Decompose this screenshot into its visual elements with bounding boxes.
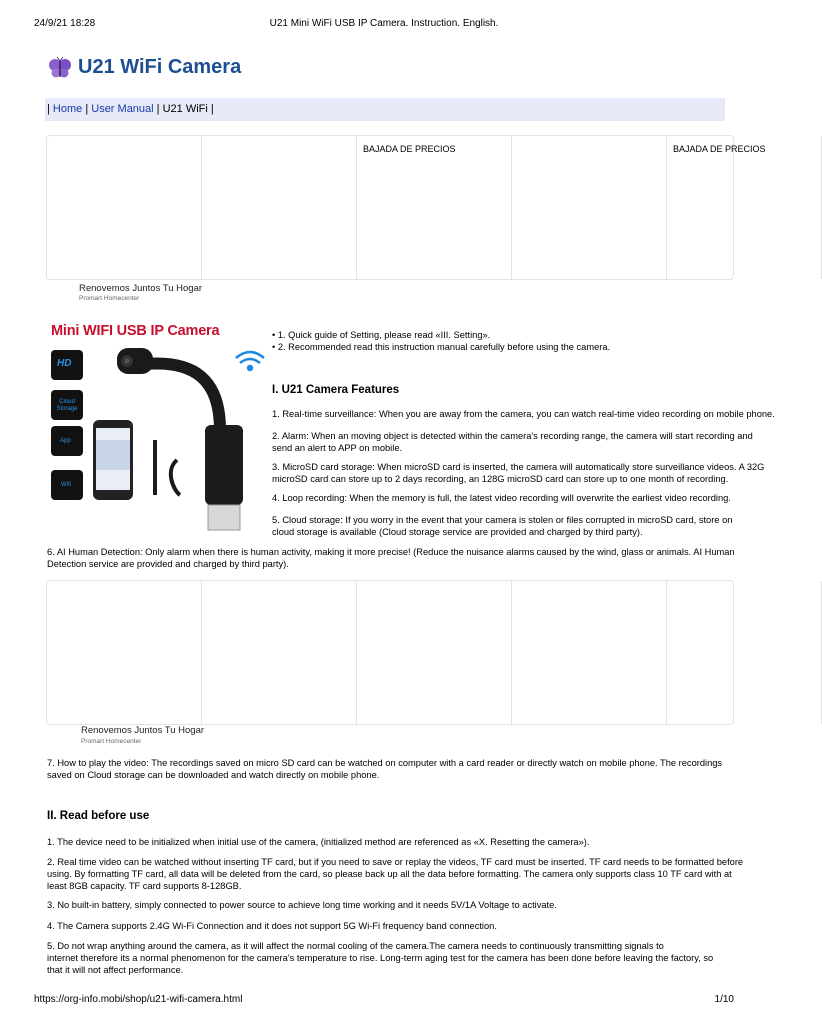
badge-label: HD: [57, 358, 72, 369]
read-before-item: internet therefore its a normal phenomenon for the camera's temperature to rise. Long-term aging test for the camera has been done before leaving the factory, so: [47, 953, 714, 963]
read-before-item: 4. The Camera supports 2.4G Wi-Fi Connection and it does not support 5G Wi-Fi frequency band connection.: [47, 921, 497, 931]
read-before-item: using. By formatting TF card, all data will be deleted from the card, so please back up all the data before formatting. The camera only supports class 10 TF card with at: [47, 869, 732, 879]
ad-card[interactable]: [512, 581, 667, 724]
ad-card[interactable]: [202, 136, 357, 279]
product-image-title: Mini WIFI USB IP Camera: [51, 323, 220, 339]
print-title: U21 Mini WiFi USB IP Camera. Instruction. English.: [269, 18, 499, 29]
badge-label: App: [60, 438, 71, 444]
badge-label: Cloud Storage: [56, 399, 78, 412]
intro-bullet: • 2. Recommended read this instruction manual carefully before using the camera.: [272, 342, 611, 352]
read-before-item: 2. Real time video can be watched without inserting TF card, but if you need to save or replay the videos, TF card must be inserted. TF card needs to be formatted before: [47, 857, 744, 867]
ad-sponsor: Promart Homecenter: [79, 295, 140, 302]
breadcrumb-current: | U21 WiFi |: [153, 103, 214, 115]
ad-caption[interactable]: Renovemos Juntos Tu Hogar: [79, 283, 203, 294]
ad-card[interactable]: [47, 581, 202, 724]
ad-card[interactable]: BAJADA DE PRECIOS: [667, 136, 822, 279]
print-url: https://org-info.mobi/shop/u21-wifi-camera.html: [34, 994, 243, 1005]
ad-carousel-top[interactable]: [46, 135, 766, 280]
read-before-heading: II. Read before use: [47, 810, 150, 822]
site-header: [48, 56, 241, 79]
print-header: [34, 18, 734, 30]
feature-item: send an alert to APP on mobile.: [272, 443, 403, 453]
breadcrumb-sep: |: [47, 103, 53, 115]
breadcrumb: [45, 98, 725, 121]
feature-item: cloud storage is available (Cloud storage service are provided and charged by third party).: [272, 527, 643, 537]
feature-item: Detection service are provided and charged by third party).: [47, 559, 289, 569]
feature-item: microSD card can store up to 2 days recording, an 128G microSD card can store up to one month of recording.: [272, 474, 729, 484]
butterfly-icon[interactable]: [48, 57, 72, 79]
feature-item: 5. Cloud storage: If you worry in the event that your camera is stolen or files corrupted in microSD card, store on: [272, 515, 733, 525]
feature-item: 1. Real-time surveillance: When you are away from the camera, you can watch real-time video recording on mobile phone.: [272, 409, 775, 419]
feature-item: 7. How to play the video: The recordings saved on micro SD card can be watched on computer with a card reader or directly watch on mobile phone. The recordings: [47, 758, 723, 768]
feature-item: saved on Cloud storage can be downloaded and watch directly on mobile phone.: [47, 770, 380, 780]
ad-card[interactable]: [667, 581, 822, 724]
page-number: 1/10: [714, 994, 734, 1005]
ad-carousel-middle[interactable]: [46, 580, 734, 725]
read-before-item: 5. Do not wrap anything around the camera, as it will affect the normal cooling of the camera.The camera needs to continuously transmitting signals to: [47, 941, 664, 951]
breadcrumb-sep: |: [82, 103, 92, 115]
usb-camera-body: [205, 425, 243, 530]
intro-bullet: • 1. Quick guide of Setting, please read «III. Setting».: [272, 330, 491, 340]
read-before-item: that it will not affect performance.: [47, 965, 184, 975]
smartphone-icon: [93, 420, 133, 500]
ad-card[interactable]: [47, 136, 202, 279]
site-title[interactable]: U21 WiFi Camera: [78, 56, 242, 78]
ad-card[interactable]: [202, 581, 357, 724]
camera-illustration: [45, 320, 267, 535]
read-before-item: 3. No built-in battery, simply connected to power source to achieve long time working and it needs 5V/1A Voltage to activate.: [47, 900, 557, 910]
feature-item: 3. MicroSD card storage: When microSD card is inserted, the camera will automatically store surveillance videos. A 32G: [272, 462, 765, 472]
ad-card[interactable]: [512, 136, 667, 279]
print-date: 24/9/21 18:28: [34, 18, 96, 29]
wifi-signal-icon: [236, 352, 264, 370]
feature-item: 4. Loop recording: When the memory is full, the latest video recording will overwrite the earliest video recording.: [272, 493, 731, 503]
product-image: [45, 320, 267, 535]
ad-caption[interactable]: Renovemos Juntos Tu Hogar: [81, 725, 205, 736]
read-before-item: least 8GB capacity. TF card supports 8-128GB.: [47, 881, 242, 891]
ad-card[interactable]: BAJADA DE PRECIOS: [357, 136, 512, 279]
breadcrumb-manual-link[interactable]: User Manual: [91, 103, 154, 115]
read-before-item: 1. The device need to be initialized when initial use of the camera, (initialized method are referenced as «X. Resetting the camera»).: [47, 837, 590, 847]
ad-sponsor: Promart Homecenter: [81, 738, 142, 745]
ad-card[interactable]: [357, 581, 512, 724]
breadcrumb-home-link[interactable]: Home: [52, 103, 83, 115]
badge-label: Wifi: [61, 482, 71, 488]
feature-item: 2. Alarm: When an moving object is detected within the camera's recording range, the camera will start recording and: [272, 431, 753, 441]
features-heading: I. U21 Camera Features: [272, 384, 400, 396]
feature-item: 6. AI Human Detection: Only alarm when there is human activity, making it more precise! (Reduce the nuisance alarms caused by the wind, glass or animals. AI Human: [47, 547, 735, 557]
print-footer: [34, 994, 734, 1006]
